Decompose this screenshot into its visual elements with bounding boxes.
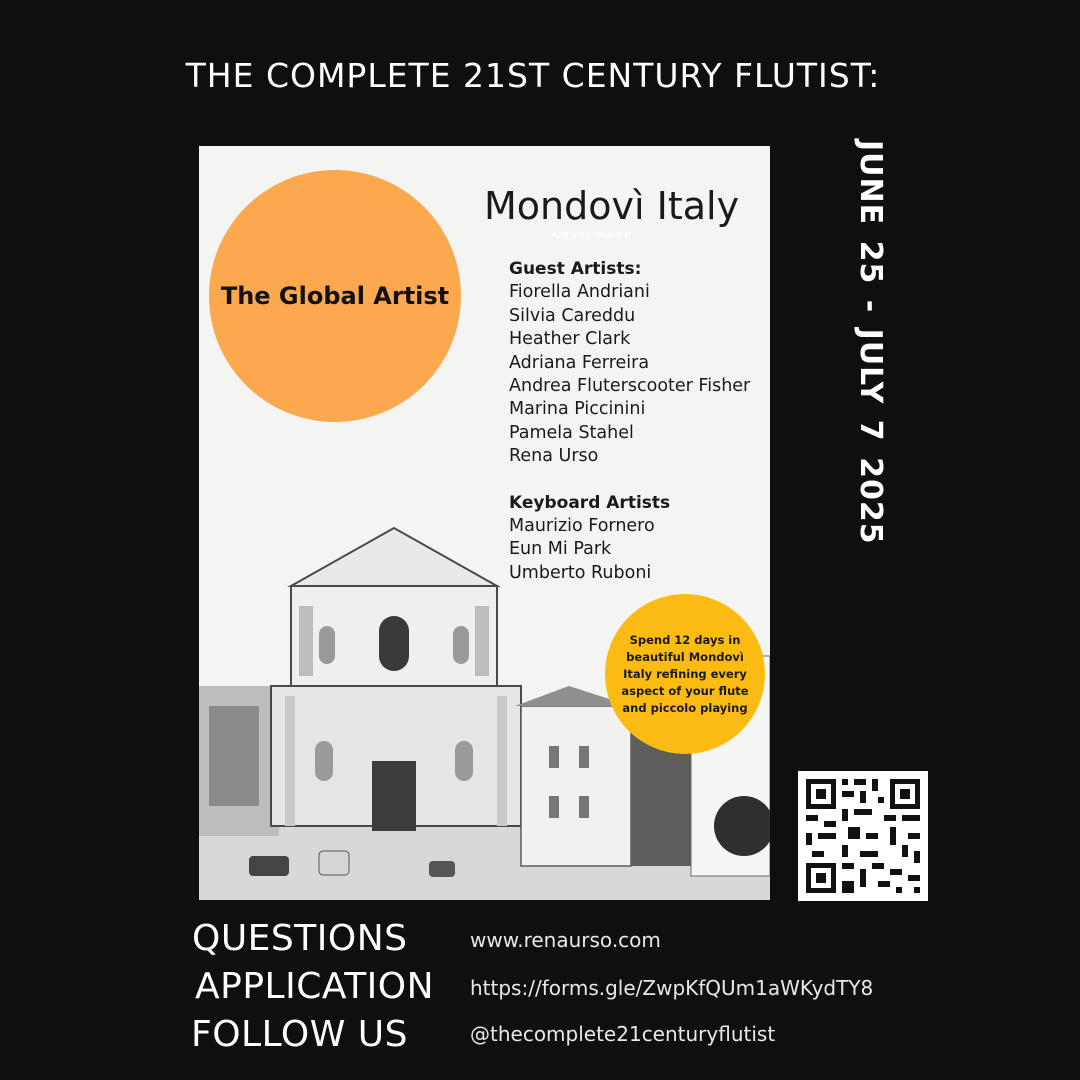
guest-artist-item: Fiorella Andriani	[509, 282, 650, 303]
follow-handle[interactable]: @thecomplete21centuryflutist	[470, 1022, 776, 1046]
questions-label: QUESTIONS	[192, 918, 408, 959]
application-label: APPLICATION	[195, 966, 435, 1007]
keyboard-artists-heading: Keyboard Artists	[509, 492, 671, 513]
keyboard-artist-item: Maurizio Fornero	[509, 516, 655, 537]
page-title: THE COMPLETE 21ST CENTURY FLUTIST:	[185, 56, 881, 95]
guest-artist-item: Marina Piccinini	[509, 399, 646, 420]
guest-artist-item: Rena Urso	[509, 446, 599, 467]
event-dates	[850, 140, 890, 545]
placeholder-text: Add your new text	[551, 230, 632, 241]
guest-artist-item: Heather Clark	[509, 329, 631, 350]
guest-artists-heading: Guest Artists:	[509, 259, 642, 279]
keyboard-artist-item: Eun Mi Park	[509, 539, 612, 560]
dates-text: JUNE 25 - JULY 7 2025	[853, 140, 888, 545]
badge-circle	[209, 170, 461, 422]
keyboard-artist-item: Umberto Ruboni	[509, 562, 652, 583]
promo-circle	[605, 594, 765, 754]
guest-artist-item: Silvia Careddu	[509, 305, 636, 326]
questions-link[interactable]: www.renaurso.com	[470, 928, 661, 952]
guest-artist-item: Pamela Stahel	[509, 422, 634, 443]
guest-artist-item: Adriana Ferreira	[509, 352, 650, 373]
badge-text: The Global Artist	[220, 282, 450, 310]
location-title: Mondovì Italy	[484, 184, 740, 228]
promo-text: Spend 12 days in beautiful Mondovì Italy refining every aspect of your flute and piccolo playing	[621, 632, 749, 715]
follow-label: FOLLOW US	[191, 1014, 408, 1055]
application-link[interactable]: https://forms.gle/ZwpKfQUm1aWKydTY8	[470, 976, 874, 1000]
event-poster	[199, 146, 770, 900]
artist-lists	[509, 258, 750, 585]
guest-artist-item: Andrea Fluterscooter Fisher	[509, 376, 751, 397]
qr-code[interactable]	[798, 771, 928, 901]
